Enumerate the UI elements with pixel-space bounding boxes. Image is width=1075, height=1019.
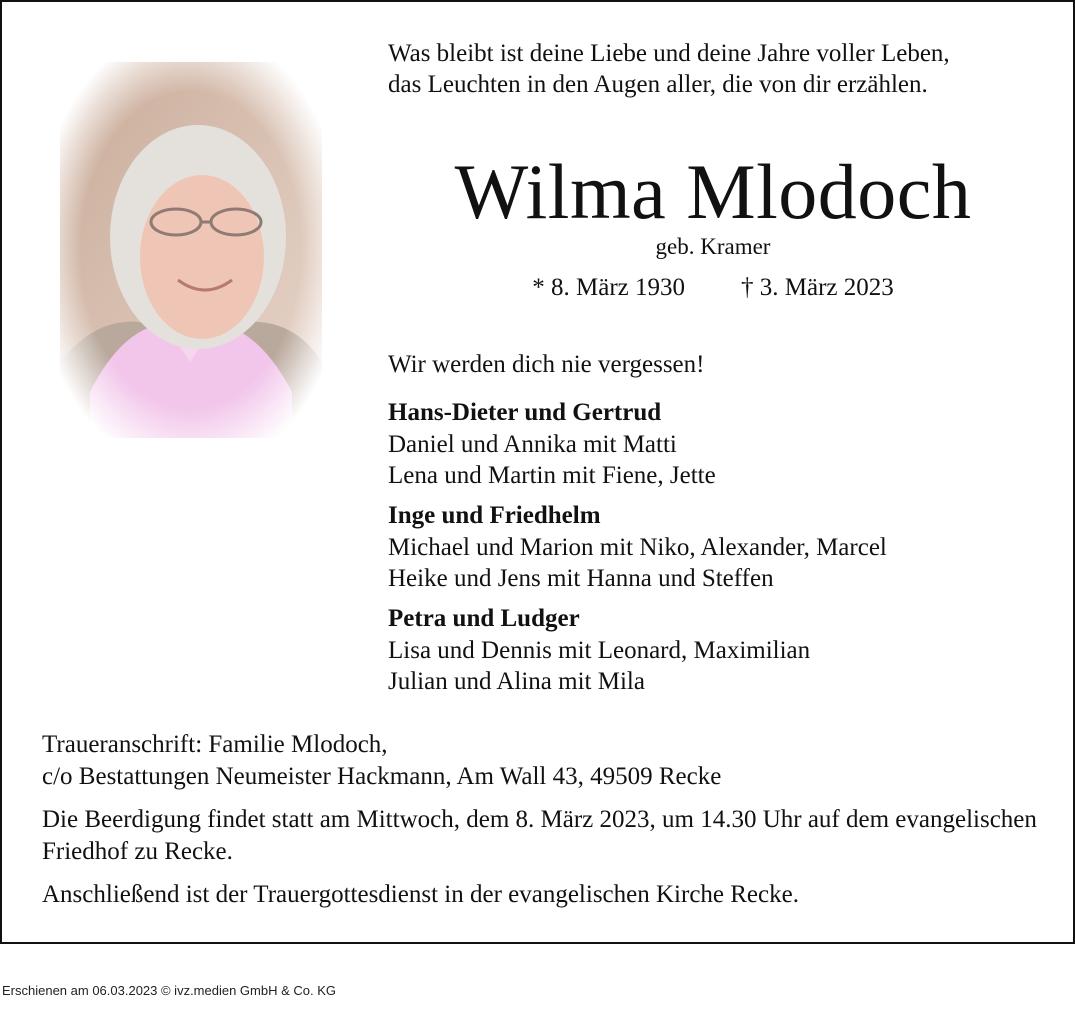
birth-name: geb. Kramer	[655, 234, 771, 259]
publication-footer: Erschienen am 06.03.2023 © ivz.medien GmbH & Co. KG	[2, 983, 337, 998]
family-member-line: Daniel und Annika mit Matti	[388, 431, 677, 458]
funeral-info: Die Beerdigung findet statt am Mittwoch, dem 8. März 2023, um 14.30 Uhr auf dem evangelischen Friedhof zu Recke.	[42, 806, 1037, 865]
family-member-line: Julian und Alina mit Mila	[388, 668, 645, 695]
service-info: Anschließend ist der Trauergottesdienst in der evangelischen Kirche Recke.	[42, 881, 799, 908]
address-line: c/o Bestattungen Neumeister Hackmann, Am Wall 43, 49509 Recke	[42, 763, 722, 790]
farewell-line: Wir werden dich nie vergessen!	[388, 351, 705, 378]
memorial-quote	[388, 38, 950, 100]
life-dates	[388, 272, 1038, 304]
quote-line: das Leuchten in den Augen aller, die von dir erzählen.	[388, 71, 928, 98]
family-head: Petra und Ludger	[388, 605, 580, 632]
funeral-details	[42, 729, 1052, 922]
address-line: Traueranschrift: Familie Mlodoch,	[42, 731, 388, 758]
deceased-name: Wilma Mlodoch	[454, 148, 972, 235]
quote-line: Was bleibt ist deine Liebe und deine Jahre voller Leben,	[388, 40, 950, 67]
family-head: Inge und Friedhelm	[388, 502, 601, 529]
mourning-address	[42, 729, 1052, 793]
family-member-line: Michael und Marion mit Niko, Alexander, Marcel	[388, 534, 887, 561]
family-group	[388, 397, 887, 491]
family-list	[388, 397, 887, 706]
family-member-line: Lena und Martin mit Fiene, Jette	[388, 462, 716, 489]
family-head: Hans-Dieter und Gertrud	[388, 399, 662, 426]
birth-date: * 8. März 1930	[532, 274, 685, 301]
family-member-line: Lisa und Dennis mit Leonard, Maximilian	[388, 637, 811, 664]
portrait-photo	[60, 62, 322, 438]
family-member-line: Heike und Jens mit Hanna und Steffen	[388, 565, 774, 592]
family-group	[388, 603, 887, 697]
death-date: † 3. März 2023	[741, 274, 894, 301]
family-group	[388, 500, 887, 594]
